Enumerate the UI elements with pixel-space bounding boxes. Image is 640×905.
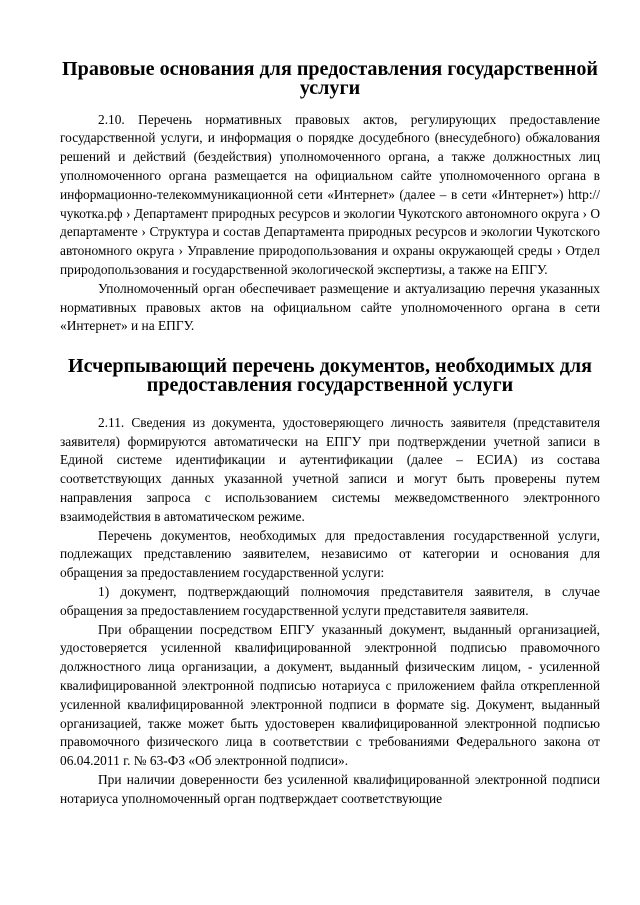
paragraph-power-of-attorney: При наличии доверенности без усиленной квалифицированной электронной подписи нотариуса уполномоченный орган подтверждает соответствующие [60, 771, 600, 806]
paragraph-documents-required: Перечень документов, необходимых для предоставления государственной услуги, подлежащих представлению заявителем, независимо от категории и основания для обращения за предоставлением государственной услуги: [60, 527, 600, 581]
section-heading-documents-list: Исчерпывающий перечень документов, необходимых для предоставления государственной услуги [68, 355, 592, 396]
list-item-1: 1) документ, подтверждающий полномочия представителя заявителя, в случае обращения за предоставлением государственной услуги представителя заявителя. [60, 583, 600, 618]
paragraph-2-10: 2.10. Перечень нормативных правовых актов, регулирующих предоставление государственной услуги, и информация о порядке досудебного (внесудебного) обжалования решений и действий (бездействия) уполномоченного органа, а также должностных лиц уполномоченного органа размещается на официальном сайте уполномоченного органа в информационно-телекоммуникационной сети «Интернет» (далее – в сети «Интернет») http://чукотка.рф › Департамент природных ресурсов и экологии Чукотского автономного округа › О департаменте › Структура и состав Департамента природных ресурсов и экологии Чукотского автономного округа › Управление природопользования и охраны окружающей среды › Отдел природопользования и государственной экологической экспертизы, а также на ЕПГУ. [60, 111, 600, 277]
paragraph-epgu-signature: При обращении посредством ЕПГУ указанный документ, выданный организацией, удостоверяется усиленной квалифицированной электронной подписью правомочного должностного лица организации, а документ, выданный физическим лицом, - усиленной квалифицированной электронной подписью нотариуса с приложением файла открепленной усиленной квалифицированной электронной подписи в формате sig. Документ, выданный организацией, также может быть удостоверен квалифицированной электронной подписью правомочного физического лица в соответствии с требованиями Федерального закона от 06.04.2011 г. № 63-ФЗ «Об электронной подписи». [60, 621, 600, 769]
paragraph-publication-duty: Уполномоченный орган обеспечивает размещение и актуализацию перечня указанных нормативных правовых актов на официальном сайте уполномоченного органа в сети «Интернет» и на ЕПГУ. [60, 280, 600, 334]
paragraph-2-11: 2.11. Сведения из документа, удостоверяющего личность заявителя (представителя заявителя) формируются автоматически на ЕПГУ при подтверждении учетной записи в Единой системе идентификации и аутентификации (далее – ЕСИА) из состава соответствующих данных указанной учетной записи и могут быть проверены путем направления запроса с использованием системы межведомственного электронного взаимодействия в автоматическом режиме. [60, 414, 600, 524]
section-heading-legal-basis: Правовые основания для предоставления государственной услуги [62, 58, 598, 99]
